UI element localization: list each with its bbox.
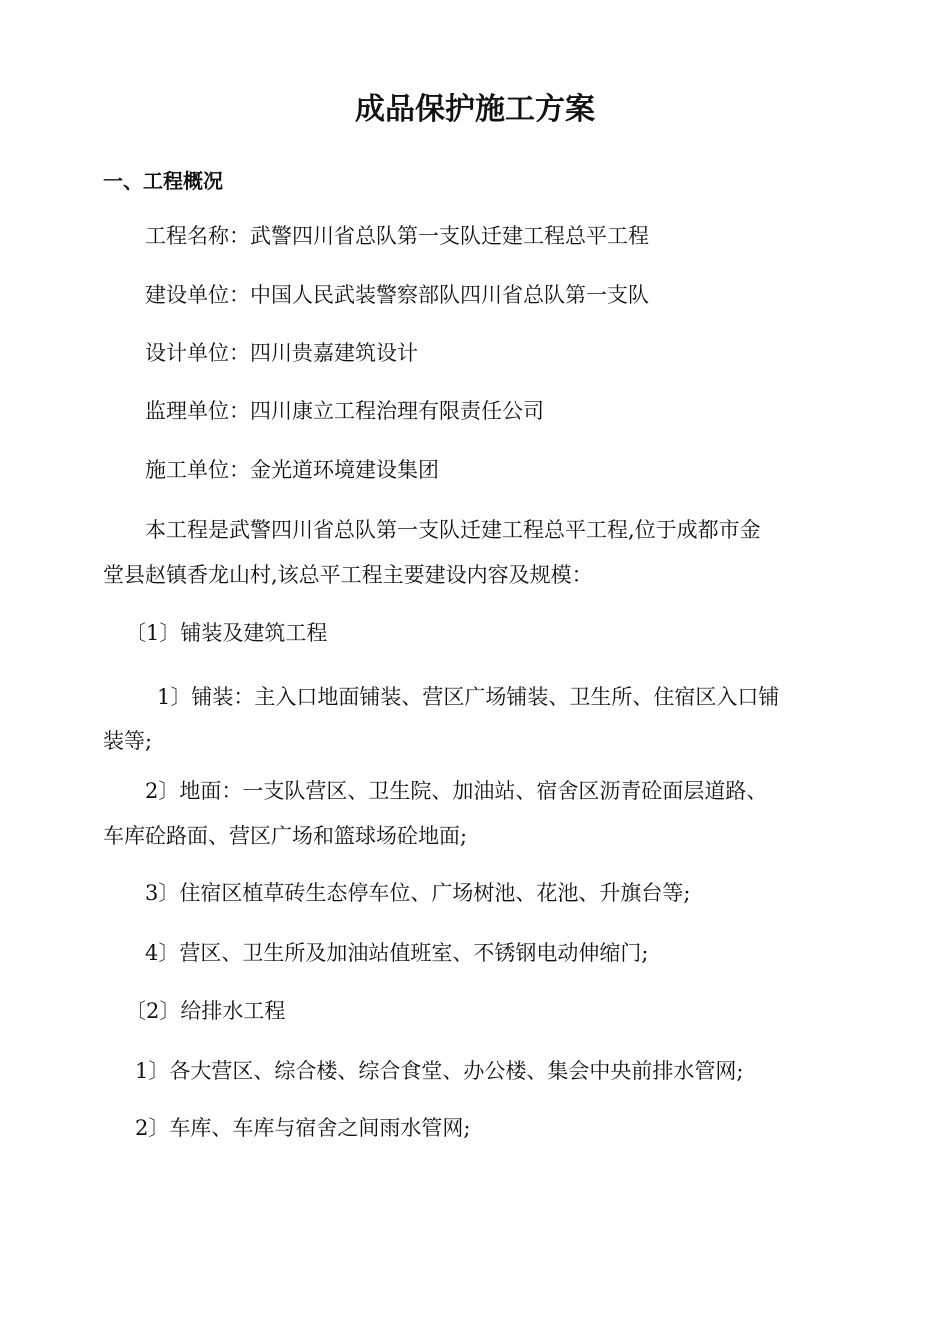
supervisor-line: 监理单位：四川康立工程治理有限责任公司 (145, 399, 544, 423)
intro-paragraph-line: 本工程是武警四川省总队第一支队迁建工程总平工程,位于成都市金 (145, 518, 761, 542)
project-name-line: 工程名称：武警四川省总队第一支队迁建工程总平工程 (145, 224, 649, 248)
contractor-line: 施工单位：金光道环境建设集团 (145, 458, 439, 482)
list-item: 2〕车库、车库与宿舍之间雨水管网; (135, 1116, 471, 1140)
list-item: 4〕营区、卫生所及加油站值班室、不锈钢电动伸缩门; (145, 941, 649, 965)
list-item: 2〕地面：一支队营区、卫生院、加油站、宿舍区沥青砼面层道路、 (145, 779, 768, 803)
list-item-continuation: 车库砼路面、营区广场和篮球场砼地面; (103, 824, 468, 848)
intro-paragraph-line: 堂县赵镇香龙山村,该总平工程主要建设内容及规模： (103, 563, 593, 587)
section-heading: 一、工程概况 (103, 169, 223, 193)
list-item: 1〕铺装：主入口地面铺装、营区广场铺装、卫生所、住宿区入口铺 (157, 685, 780, 709)
document-title: 成品保护施工方案 (355, 92, 595, 127)
subsection-heading-paving: 〔1〕铺装及建筑工程 (125, 621, 328, 645)
list-item: 3〕住宿区植草砖生态停车位、广场树池、花池、升旗台等; (145, 881, 691, 905)
designer-line: 设计单位：四川贵嘉建筑设计 (145, 341, 418, 365)
list-item-continuation: 装等; (103, 729, 153, 753)
list-item: 1〕各大营区、综合楼、综合食堂、办公楼、集会中央前排水管网; (135, 1059, 744, 1083)
owner-line: 建设单位：中国人民武装警察部队四川省总队第一支队 (145, 283, 649, 307)
subsection-heading-drainage: 〔2〕给排水工程 (125, 999, 286, 1023)
